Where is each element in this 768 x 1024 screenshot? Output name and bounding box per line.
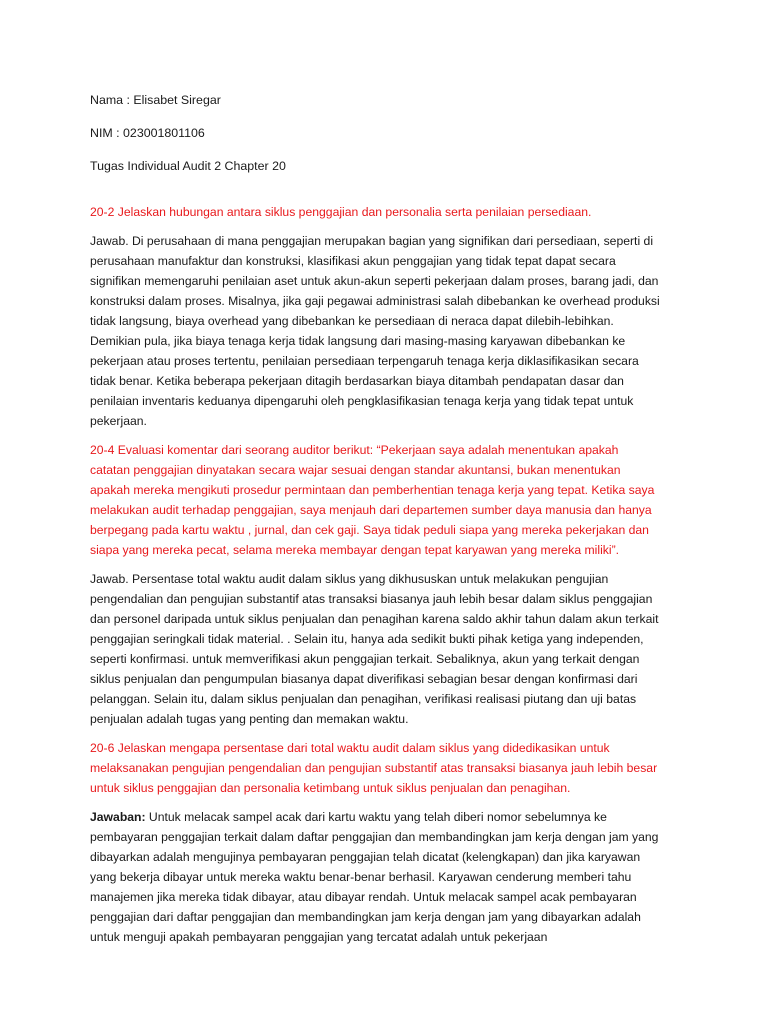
question-20-6: 20-6 Jelaskan mengapa persentase dari total waktu audit dalam siklus yang didedikasikan untuk melaksanakan pengujian pengendalian dan pengujian substantif atas transaksi biasanya jauh lebih besar untuk siklus penggajian dan personalia ketimbang untuk siklus penjualan dan penagihan. [90, 741, 658, 795]
student-nim: NIM : 023001801106 [90, 126, 205, 140]
document-page [90, 92, 660, 956]
answer-20-6-body: Untuk melacak sampel acak dari kartu waktu yang telah diberi nomor sebelumnya ke pembayaran penggajian terkait dalam daftar penggajian dan membandingkan jam kerja dengan jam yang dibayarkan adalah mengujinya pembayaran penggajian telah dicatat (kelengkapan) dan jika karyawan yang bekerja dibayar untuk mereka waktu benar-benar berhasil. Karyawan cenderung memberi tahu manajemen jika mereka tidak dibayar, atau dibayar rendah. Untuk melacak sampel acak pembayaran penggajian dari daftar penggajian dan membandingkan jam kerja dengan jam yang dibayarkan adalah untuk menguji apakah pembayaran penggajian yang tercatat adalah untuk pekerjaan [90, 810, 659, 944]
answer-20-2: Jawab. Di perusahaan di mana penggajian merupakan bagian yang signifikan dari persediaan, seperti di perusahaan manufaktur dan konstruksi, klasifikasi akun penggajian yang tidak tepat dapat secara signifikan memengaruhi penilaian aset untuk akun-akun seperti pekerjaan dalam proses, barang jadi, dan konstruksi dalam proses. Misalnya, jika gaji pegawai administrasi salah dibebankan ke overhead produksi tidak langsung, biaya overhead yang dibebankan ke persediaan di neraca dapat dilebih-lebihkan. Demikian pula, jika biaya tenaga kerja tidak langsung dari masing-masing karyawan dibebankan ke pekerjaan atau proses tertentu, penilaian persediaan terpengaruh tenaga kerja diklasifikasikan secara tidak benar. Ketika beberapa pekerjaan ditagih berdasarkan biaya ditambah pendapatan dasar dan penilaian inventaris keduanya dipengaruhi oleh pengklasifikasian tenaga kerja yang tidak tepat untuk pekerjaan. [90, 234, 660, 428]
student-name: Nama : Elisabet Siregar [90, 93, 221, 107]
assignment-title: Tugas Individual Audit 2 Chapter 20 [90, 159, 286, 173]
question-20-2: 20-2 Jelaskan hubungan antara siklus penggajian dan personalia serta penilaian persediaan. [90, 205, 592, 219]
answer-20-6-lead: Jawaban: [90, 810, 146, 824]
answer-20-4: Jawab. Persentase total waktu audit dalam siklus yang dikhususkan untuk melakukan pengujian pengendalian dan pengujian substantif atas transaksi biasanya jauh lebih besar dalam siklus penggajian dan personel daripada untuk siklus penjualan dan penagihan karena saldo akhir tahun dalam akun terkait penggajian seringkali tidak material. . Selain itu, hanya ada sedikit bukti pihak ketiga yang independen, seperti konfirmasi. untuk memverifikasi akun penggajian terkait. Sebaliknya, akun yang terkait dengan siklus penjualan dan pengumpulan biasanya dapat diverifikasi sebagian besar dengan konfirmasi dari pelanggan. Selain itu, dalam siklus penjualan dan penagihan, verifikasi realisasi piutang dan uji batas penjualan adalah tugas yang penting dan memakan waktu. [90, 572, 659, 726]
answer-20-6 [90, 807, 660, 947]
question-20-4: 20-4 Evaluasi komentar dari seorang auditor berikut: “Pekerjaan saya adalah menentukan apakah catatan penggajian dinyatakan secara wajar sesuai dengan standar akuntansi, bukan menentukan apakah mereka mengikuti prosedur permintaan dan pemberhentian tenaga kerja yang tepat. Ketika saya melakukan audit terhadap penggajian, saya menjauh dari departemen sumber daya manusia dan hanya berpegang pada kartu waktu , jurnal, dan cek gaji. Saya tidak peduli siapa yang mereka pekerjakan dan siapa yang mereka pecat, selama mereka membayar dengan tepat karyawan yang mereka miliki”. [90, 443, 655, 557]
